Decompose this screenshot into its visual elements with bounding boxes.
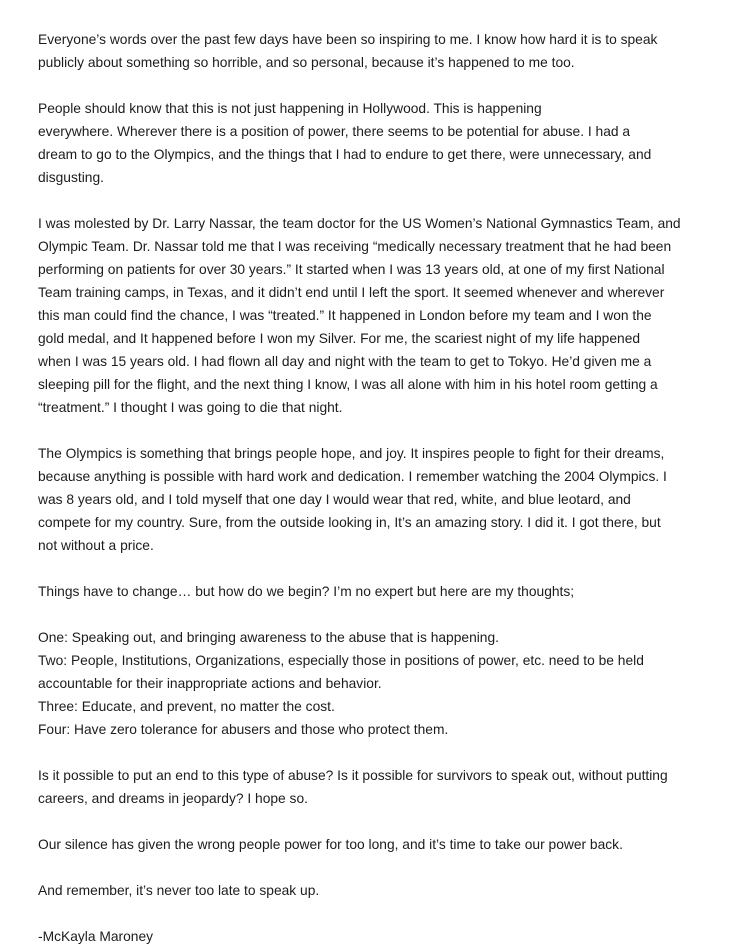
- text-line: gold medal, and It happened before I won my Silver. For me, the scariest night of my life happened: [38, 331, 641, 346]
- text-line: Team training camps, in Texas, and it didn’t end until I left the sport. It seemed whenever and wherever: [38, 285, 665, 300]
- list-item: One: Speaking out, and bringing awareness to the abuse that is happening.: [38, 630, 499, 645]
- text-line: I was molested by Dr. Larry Nassar, the team doctor for the US Women’s National Gymnastics Team, and: [38, 216, 681, 231]
- text-line: publicly about something so horrible, and so personal, because it’s happened to me too.: [38, 55, 575, 70]
- text-line: disgusting.: [38, 170, 104, 185]
- text-line: this man could find the chance, I was “treated.” It happened in London before my team and I won the: [38, 308, 652, 323]
- text-line: everywhere. Wherever there is a position of power, there seems to be potential for abuse. I had a: [38, 124, 631, 139]
- paragraph-hollywood: [38, 97, 730, 189]
- signature-name: -McKayla Maroney: [38, 929, 154, 944]
- paragraph-thoughts-list: [38, 626, 730, 741]
- text-line: sleeping pill for the flight, and the next thing I know, I was all alone with him in his hotel room getting a: [38, 377, 658, 392]
- paragraph-change: [38, 580, 730, 603]
- text-line: Things have to change… but how do we begin? I’m no expert but here are my thoughts;: [38, 584, 575, 599]
- text-line: because anything is possible with hard work and dedication. I remember watching the 2004 Olympics. I: [38, 469, 667, 484]
- paragraph-questions: [38, 764, 730, 810]
- text-line: And remember, it’s never too late to speak up.: [38, 883, 320, 898]
- text-line: careers, and dreams in jeopardy? I hope so.: [38, 791, 308, 806]
- text-line: was 8 years old, and I told myself that one day I would wear that red, white, and blue leotard, and: [38, 492, 631, 507]
- text-line: “treatment.” I thought I was going to die that night.: [38, 400, 343, 415]
- paragraph-remember: [38, 879, 730, 902]
- text-line: when I was 15 years old. I had flown all day and night with the team to get to Tokyo. He’d given me a: [38, 354, 652, 369]
- text-line: People should know that this is not just happening in Hollywood. This is happening: [38, 101, 542, 116]
- paragraph-silence: [38, 833, 730, 856]
- text-line: Everyone’s words over the past few days have been so inspiring to me. I know how hard it is to speak: [38, 32, 658, 47]
- list-item: Three: Educate, and prevent, no matter the cost.: [38, 699, 335, 714]
- signature: [38, 925, 730, 948]
- list-item: accountable for their inappropriate actions and behavior.: [38, 676, 382, 691]
- text-line: dream to go to the Olympics, and the things that I had to endure to get there, were unnecessary, and: [38, 147, 652, 162]
- list-item: Two: People, Institutions, Organizations, especially those in positions of power, etc. need to be held: [38, 653, 644, 668]
- text-line: Is it possible to put an end to this type of abuse? Is it possible for survivors to speak out, without putting: [38, 768, 668, 783]
- text-line: performing on patients for over 30 years.” It started when I was 13 years old, at one of my first National: [38, 262, 665, 277]
- paragraph-intro: [38, 28, 730, 74]
- text-line: compete for my country. Sure, from the outside looking in, It’s an amazing story. I did it. I got there, but: [38, 515, 661, 530]
- text-line: The Olympics is something that brings people hope, and joy. It inspires people to fight for their dreams,: [38, 446, 665, 461]
- text-line: not without a price.: [38, 538, 154, 553]
- text-line: Our silence has given the wrong people power for too long, and it’s time to take our power back.: [38, 837, 623, 852]
- paragraph-account: [38, 212, 730, 419]
- list-item: Four: Have zero tolerance for abusers and those who protect them.: [38, 722, 449, 737]
- paragraph-olympics: [38, 442, 730, 557]
- text-line: Olympic Team. Dr. Nassar told me that I was receiving “medically necessary treatment that he had been: [38, 239, 672, 254]
